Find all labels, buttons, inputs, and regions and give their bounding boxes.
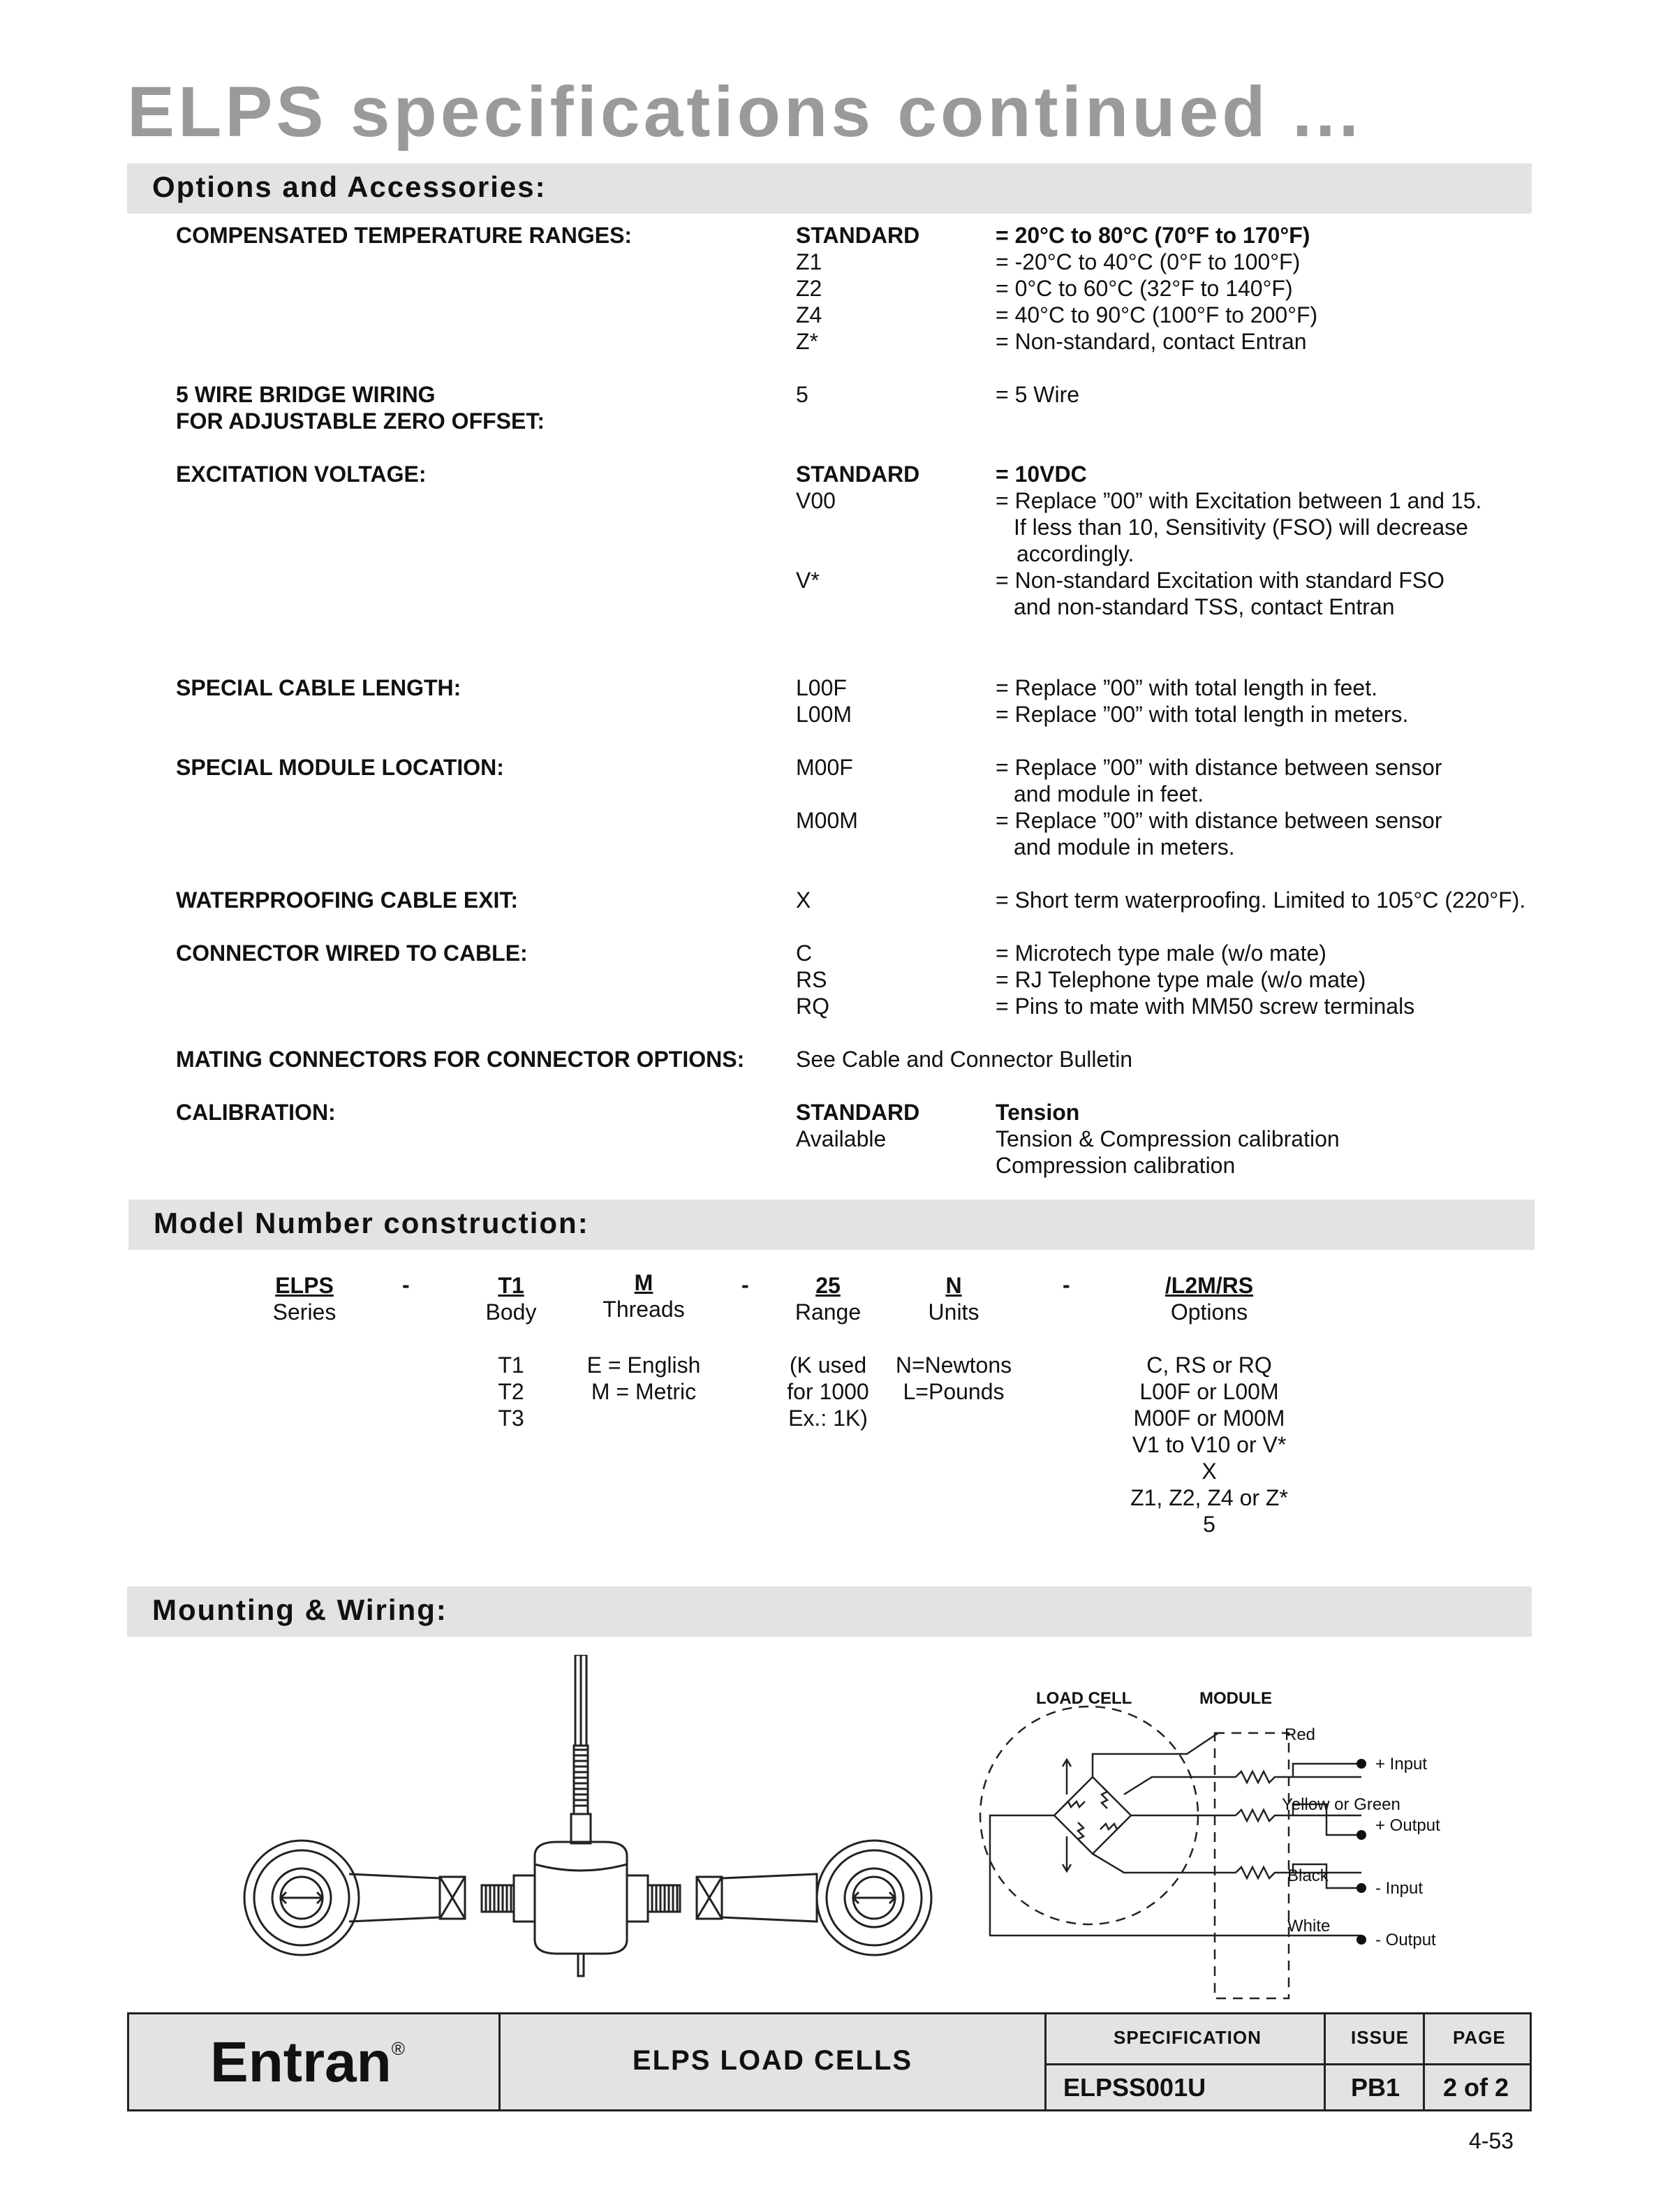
temp-code-2: Z2 [796,276,822,301]
mounting-section-title: Mounting & Wiring: [152,1593,448,1626]
model-options-item: Z1, Z2, Z4 or Z* [1130,1485,1288,1510]
module-m00f-code: M00F [796,755,853,780]
connector-value-1: = RJ Telephone type male (w/o mate) [996,967,1366,992]
model-options-code: /L2M/RS [1165,1273,1254,1298]
wire-signal-plus-input: + Input [1375,1755,1428,1774]
excitation-v00-line3: accordingly. [1016,541,1134,566]
terminal-minus-input [1356,1883,1366,1893]
module-m00m-line1: = Replace ”00” with distance between sensor [996,808,1442,833]
issue-label: ISSUE [1351,2027,1410,2048]
temp-value-4: = Non-standard, contact Entran [996,329,1307,354]
excitation-v00-line1: = Replace ”00” with Excitation between 1 and 15. [996,488,1482,513]
model-options-item: X [1202,1459,1217,1484]
model-body-item: T3 [498,1406,524,1431]
footer-title-cell [501,2014,1047,2109]
model-col-threads [587,1269,701,1405]
footer-brand-cell [129,2014,501,2109]
terminal-minus-output [1356,1935,1366,1945]
wire-color-white: White [1287,1917,1331,1936]
page-value: 2 of 2 [1443,2073,1509,2102]
connector-code-1: RS [796,967,827,992]
brand-logo [210,2030,405,2095]
model-options-item: M00F or M00M [1133,1406,1285,1431]
excitation-v00-code: V00 [796,488,836,513]
calibration-label: CALIBRATION: [176,1100,336,1125]
cable-label: SPECIAL CABLE LENGTH: [176,675,461,700]
excitation-vstar-line2: and non-standard TSS, contact Entran [1014,594,1395,619]
page-label: PAGE [1453,2027,1506,2048]
model-dash-2: - [741,1272,749,1297]
model-threads-label: Threads [602,1297,685,1322]
model-options-item: L00F or L00M [1139,1379,1279,1404]
mating-label: MATING CONNECTORS FOR CONNECTOR OPTIONS: [176,1047,745,1072]
footer-title-block [127,2012,1532,2111]
module-m00m-code: M00M [796,808,858,833]
temp-code-0: STANDARD [796,223,920,248]
resistor-red [1236,1771,1361,1783]
page-title: ELPS specifications continued ... [127,72,1362,152]
connector-value-0: = Microtech type male (w/o mate) [996,941,1326,966]
load-cell-heading: LOAD CELL [1036,1689,1132,1708]
temp-value-2: = 0°C to 60°C (32°F to 140°F) [996,276,1293,301]
cable-code-0: L00F [796,675,847,700]
wire-signal-minus-input: - Input [1375,1879,1424,1898]
wire-label-1: 5 WIRE BRIDGE WIRING [176,382,436,407]
model-col-body [486,1272,537,1431]
model-col-series [273,1272,337,1325]
model-section-header [128,1200,1535,1250]
wiring-schematic [977,1676,1508,2004]
model-range-item: Ex.: 1K) [788,1406,868,1431]
calibration-avail-code: Available [796,1126,887,1151]
model-units-item: L=Pounds [903,1379,1005,1404]
model-range-code: 25 [815,1273,841,1298]
connector-label: CONNECTOR WIRED TO CABLE: [176,941,528,966]
footer-page-cell [1425,2014,1530,2109]
waterproof-code: X [796,887,811,913]
excitation-vstar-code: V* [796,568,820,593]
model-col-units [896,1272,1012,1405]
terminal-plus-output [1356,1830,1366,1840]
issue-value: PB1 [1351,2073,1400,2102]
calibration-std-value: Tension [996,1100,1080,1125]
mating-value: See Cable and Connector Bulletin [796,1047,1133,1072]
model-body-item: T2 [498,1379,524,1404]
document-title: ELPS LOAD CELLS [632,2045,913,2076]
load-cell-body [535,1842,627,1954]
model-options-item: C, RS or RQ [1146,1352,1272,1378]
model-units-label: Units [928,1299,979,1325]
module-m00f-line2: and module in feet. [1014,781,1204,806]
model-range-item: for 1000 [787,1379,869,1404]
wheatstone-bridge [1054,1777,1131,1854]
page-number: 4-53 [1469,2128,1514,2153]
model-series-code: ELPS [275,1273,334,1298]
model-threads-item: E = English [586,1352,701,1378]
wire-code: 5 [796,382,808,407]
excitation-std-value: = 10VDC [996,462,1087,487]
temp-code-4: Z* [796,329,818,354]
temp-value-3: = 40°C to 90°C (100°F to 200°F) [996,302,1318,327]
excitation-std-code: STANDARD [796,462,920,487]
model-range-label: Range [794,1299,862,1325]
wire-color-black: Black [1287,1866,1329,1885]
calibration-std-code: STANDARD [796,1100,920,1125]
module-m00f-line1: = Replace ”00” with distance between sensor [996,755,1442,780]
connector-value-2: = Pins to mate with MM50 screw terminals [996,994,1415,1019]
registered-mark: ® [391,2038,405,2059]
options-section-title: Options and Accessories: [152,170,547,203]
load-cell-drawing [230,1655,956,2004]
temp-code-3: Z4 [796,302,822,327]
model-units-item: N=Newtons [895,1352,1012,1378]
temp-label: COMPENSATED TEMPERATURE RANGES: [176,223,633,248]
wire-label-2: FOR ADJUSTABLE ZERO OFFSET: [176,408,545,434]
cable-value-0: = Replace ”00” with total length in feet. [996,675,1377,700]
model-dash-1: - [402,1272,410,1297]
module-heading: MODULE [1199,1689,1272,1708]
temp-value-0: = 20°C to 80°C (70°F to 170°F) [996,223,1310,248]
model-body-item: T1 [498,1352,524,1378]
waterproof-value: = Short term waterproofing. Limited to 105°C (220°F). [996,887,1526,913]
module-label: SPECIAL MODULE LOCATION: [176,755,504,780]
excitation-label: EXCITATION VOLTAGE: [176,462,427,487]
model-options-item: V1 to V10 or V* [1132,1432,1287,1457]
left-rod-end-shank [349,1874,440,1922]
cable-code-1: L00M [796,702,852,727]
model-body-code: T1 [498,1273,524,1298]
model-col-options [1130,1272,1288,1538]
calibration-avail-line2: Compression calibration [996,1153,1236,1178]
model-dash-3: - [1063,1272,1070,1297]
model-body-label: Body [485,1299,537,1325]
wire-signal-minus-output: - Output [1375,1931,1436,1949]
model-range-item: (K used [789,1352,867,1378]
wire-color-red: Red [1285,1725,1316,1744]
cable-value-1: = Replace ”00” with total length in meters. [996,702,1409,727]
wire-signal-plus-output: + Output [1375,1816,1440,1835]
temp-code-1: Z1 [796,249,822,274]
options-section-header [127,163,1532,214]
calibration-avail-line1: Tension & Compression calibration [996,1126,1340,1151]
connector-code-2: RQ [796,994,829,1019]
module-m00m-line2: and module in meters. [1014,834,1235,860]
right-rod-end-shank [722,1874,817,1922]
model-section-title: Model Number construction: [154,1207,589,1239]
model-threads-item: M = Metric [591,1379,697,1404]
model-series-label: Series [272,1299,337,1325]
spec-label: SPECIFICATION [1114,2027,1262,2048]
mounting-section-header [127,1586,1532,1637]
model-threads-code: M [634,1270,653,1295]
terminal-plus-input [1356,1759,1366,1769]
excitation-vstar-line1: = Non-standard Excitation with standard FSO [996,568,1444,593]
model-options-label: Options [1170,1299,1248,1325]
wire-color-yellow: Yellow or Green [1282,1795,1400,1814]
footer-issue-cell [1326,2014,1425,2109]
waterproof-label: WATERPROOFING CABLE EXIT: [176,887,519,913]
connector-code-0: C [796,941,813,966]
model-col-range [787,1272,868,1431]
excitation-v00-line2: If less than 10, Sensitivity (FSO) will decrease [1014,515,1468,540]
temp-value-1: = -20°C to 40°C (0°F to 100°F) [996,249,1301,274]
model-units-code: N [945,1273,962,1298]
model-options-item: 5 [1203,1512,1215,1537]
brand-name: Entran [210,2030,392,2094]
wire-value: = 5 Wire [996,382,1080,407]
spec-value: ELPSS001U [1063,2073,1206,2102]
footer-spec-cell [1047,2014,1326,2109]
